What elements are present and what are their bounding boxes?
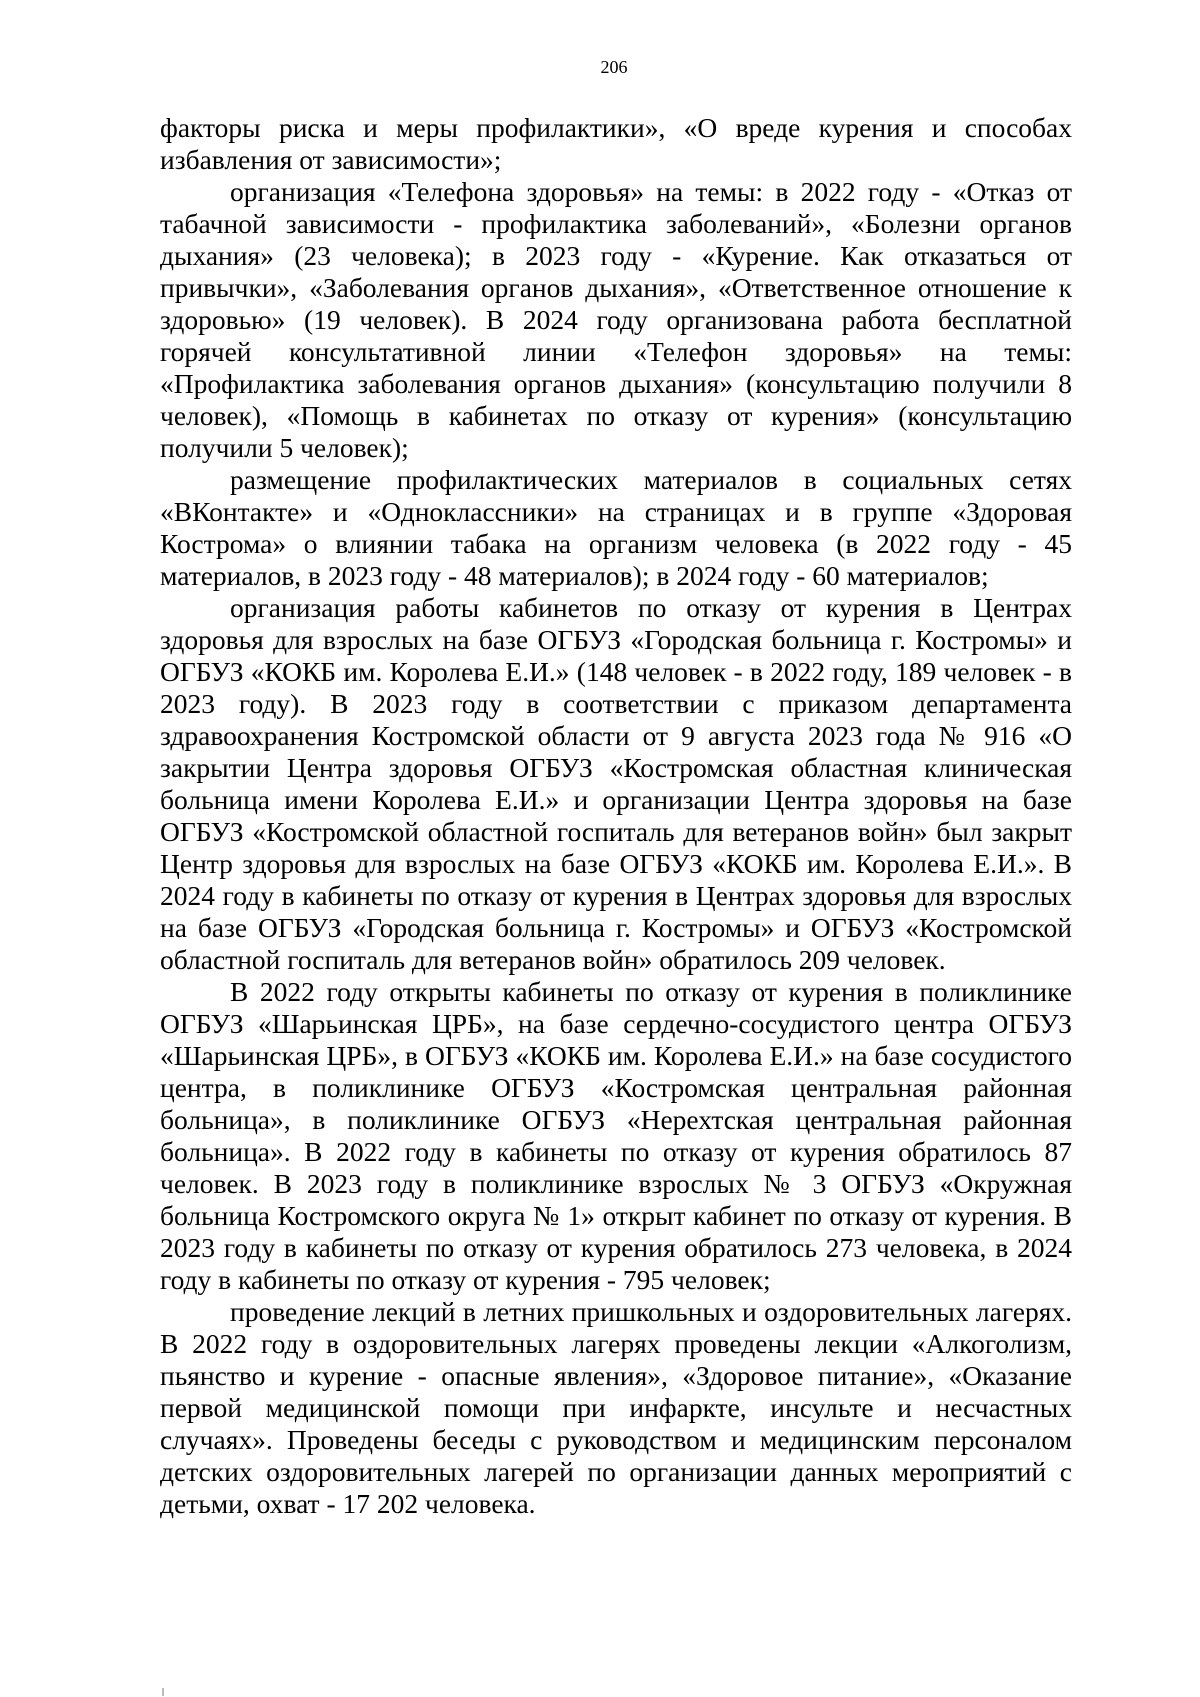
page-number: 206	[600, 57, 628, 77]
document-body	[160, 112, 1072, 1520]
paragraph-4: организация работы кабинетов по отказу от курения в Центрах здоровья для взрослых на базе ОГБУЗ «Городская больница г. Костромы» и ОГБУЗ «КОКБ им. Королева Е.И.» (148 человек - в 2022 году, 189 человек - в 2023 году). В 2023 году в соответствии с приказом департамента здравоохранения Костромской области от 9 августа 2023 года № 916 «О закрытии Центра здоровья ОГБУЗ «Костромская областная клиническая больница имени Королева Е.И.» и организации Центра здоровья на базе ОГБУЗ «Костромской областной госпиталь для ветеранов войн» был закрыт Центр здоровья для взрослых на базе ОГБУЗ «КОКБ им. Королева Е.И.». В 2024 году в кабинеты по отказу от курения в Центрах здоровья для взрослых на базе ОГБУЗ «Городская больница г. Костромы» и ОГБУЗ «Костромской областной госпиталь для ветеранов войн» обратилось 209 человек.	[160, 592, 1072, 975]
paragraph-1: факторы риска и меры профилактики», «О вреде курения и способах избавления от зависимости»;	[160, 112, 1072, 175]
scan-mark	[162, 1688, 164, 1696]
paragraph-2: организация «Телефона здоровья» на темы: в 2022 году - «Отказ от табачной зависимости - профилактика заболеваний», «Болезни органов дыхания» (23 человека); в 2023 году - «Курение. Как отказаться от привычки», «Заболевания органов дыхания», «Ответственное отношение к здоровью» (19 человек). В 2024 году организована работа бесплатной горячей консультативной линии «Телефон здоровья» на темы: «Профилактика заболевания органов дыхания» (консультацию получили 8 человек), «Помощь в кабинетах по отказу от курения» (консультацию получили 5 человек);	[160, 176, 1072, 463]
paragraph-5: В 2022 году открыты кабинеты по отказу от курения в поликлинике ОГБУЗ «Шарьинская ЦРБ», на базе сердечно-сосудистого центра ОГБУЗ «Шарьинская ЦРБ», в ОГБУЗ «КОКБ им. Королева Е.И.» на базе сосудистого центра, в поликлинике ОГБУЗ «Костромская центральная районная больница», в поликлинике ОГБУЗ «Нерехтская центральная районная больница». В 2022 году в кабинеты по отказу от курения обратилось 87 человек. В 2023 году в поликлинике взрослых № 3 ОГБУЗ «Окружная больница Костромского округа № 1» открыт кабинет по отказу от курения. В 2023 году в кабинеты по отказу от курения обратилось 273 человека, в 2024 году в кабинеты по отказу от курения - 795 человек;	[160, 976, 1072, 1295]
paragraph-6: проведение лекций в летних пришкольных и оздоровительных лагерях. В 2022 году в оздоровительных лагерях проведены лекции «Алкоголизм, пьянство и курение - опасные явления», «Здоровое питание», «Оказание первой медицинской помощи при инфаркте, инсульте и несчастных случаях». Проведены беседы с руководством и медицинским персоналом детских оздоровительных лагерей по организации данных мероприятий с детьми, охват - 17 202 человека.	[160, 1296, 1072, 1519]
paragraph-3: размещение профилактических материалов в социальных сетях «ВКонтакте» и «Одноклассники» на страницах и в группе «Здоровая Кострома» о влиянии табака на организм человека (в 2022 году - 45 материалов, в 2023 году - 48 материалов); в 2024 году - 60 материалов;	[160, 464, 1072, 591]
